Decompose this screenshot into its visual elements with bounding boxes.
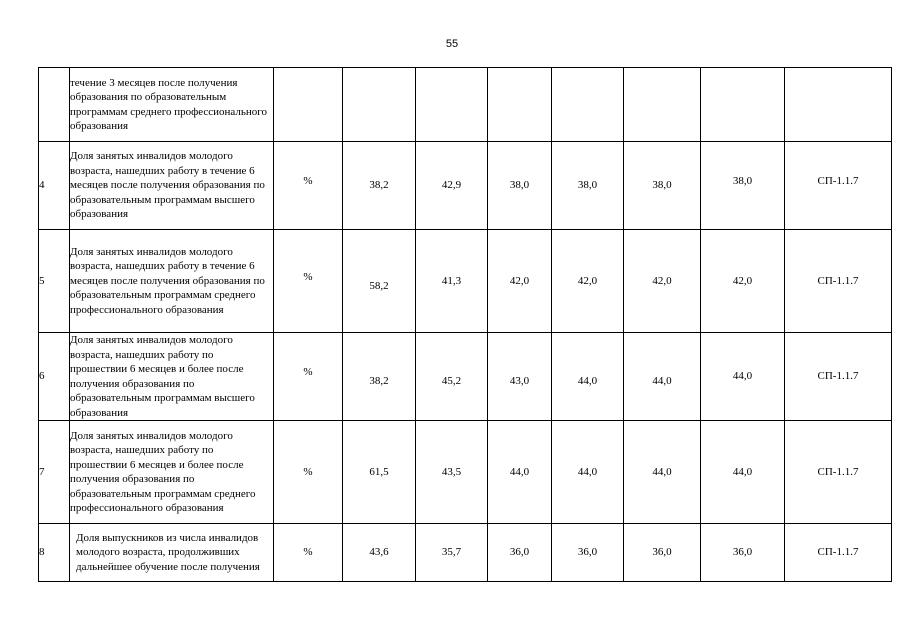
row-number: 7 [39, 421, 70, 524]
row-number [39, 68, 70, 142]
value-cell: 42,0 [701, 230, 785, 333]
table-row [39, 421, 892, 524]
row-number: 5 [39, 230, 70, 333]
value-cell: 38,0 [624, 142, 701, 230]
value-cell: 44,0 [552, 333, 624, 421]
value-cell: 61,5 [343, 421, 416, 524]
value-cell: 41,3 [416, 230, 488, 333]
row-number: 8 [39, 524, 70, 582]
indicator-name: Доля занятых инвалидов молодого возраста, нашедших работу по прошествии 6 месяцев и более после получения образования по образовательным программам высшего образования [70, 333, 274, 421]
value-cell [624, 68, 701, 142]
value-cell: 44,0 [624, 421, 701, 524]
indicator-name: течение 3 месяцев после получения образования по образовательным программам среднего профессионального образования [70, 68, 274, 142]
value-cell: 42,0 [552, 230, 624, 333]
code-cell: СП-1.1.7 [785, 230, 892, 333]
table-row [39, 524, 892, 582]
table-row [39, 68, 892, 142]
page-number: 55 [445, 38, 459, 50]
value-cell: 44,0 [552, 421, 624, 524]
value-cell: 44,0 [624, 333, 701, 421]
value-cell: 42,9 [416, 142, 488, 230]
value-cell: 38,0 [552, 142, 624, 230]
value-cell: 42,0 [488, 230, 552, 333]
unit-cell: % [274, 142, 343, 230]
code-cell: СП-1.1.7 [785, 142, 892, 230]
value-cell [416, 68, 488, 142]
value-cell: 58,2 [343, 230, 416, 333]
value-cell: 45,2 [416, 333, 488, 421]
unit-cell: % [274, 230, 343, 333]
code-cell: СП-1.1.7 [785, 333, 892, 421]
value-cell: 38,2 [343, 333, 416, 421]
value-cell: 36,0 [701, 524, 785, 582]
unit-cell: % [274, 421, 343, 524]
indicator-name: Доля занятых инвалидов молодого возраста, нашедших работу в течение 6 месяцев после получения образования по образовательным программам среднего профессионального образования [70, 230, 274, 333]
value-cell: 44,0 [701, 421, 785, 524]
code-cell [785, 68, 892, 142]
value-cell: 36,0 [488, 524, 552, 582]
value-cell [488, 68, 552, 142]
value-cell: 43,5 [416, 421, 488, 524]
row-number: 6 [39, 333, 70, 421]
unit-cell: % [274, 333, 343, 421]
indicators-table [38, 67, 892, 582]
table-row [39, 333, 892, 421]
indicator-name: Доля занятых инвалидов молодого возраста, нашедших работу по прошествии 6 месяцев и более после получения образования по образовательным программам среднего профессионального образования [70, 421, 274, 524]
value-cell: 44,0 [488, 421, 552, 524]
value-cell: 38,0 [701, 142, 785, 230]
value-cell: 36,0 [624, 524, 701, 582]
value-cell: 36,0 [552, 524, 624, 582]
value-cell [343, 68, 416, 142]
value-cell: 43,0 [488, 333, 552, 421]
table-row [39, 142, 892, 230]
code-cell: СП-1.1.7 [785, 421, 892, 524]
value-cell: 43,6 [343, 524, 416, 582]
row-number: 4 [39, 142, 70, 230]
value-cell [701, 68, 785, 142]
indicator-name: Доля занятых инвалидов молодого возраста, нашедших работу в течение 6 месяцев после получения образования по образовательным программам высшего образования [70, 142, 274, 230]
value-cell: 44,0 [701, 333, 785, 421]
unit-cell [274, 68, 343, 142]
table-row [39, 230, 892, 333]
indicator-name: Доля выпускников из числа инвалидов молодого возраста, продолживших дальнейшее обучение после получения [70, 524, 274, 582]
value-cell: 38,2 [343, 142, 416, 230]
code-cell: СП-1.1.7 [785, 524, 892, 582]
value-cell: 42,0 [624, 230, 701, 333]
value-cell: 38,0 [488, 142, 552, 230]
value-cell [552, 68, 624, 142]
unit-cell: % [274, 524, 343, 582]
value-cell: 35,7 [416, 524, 488, 582]
